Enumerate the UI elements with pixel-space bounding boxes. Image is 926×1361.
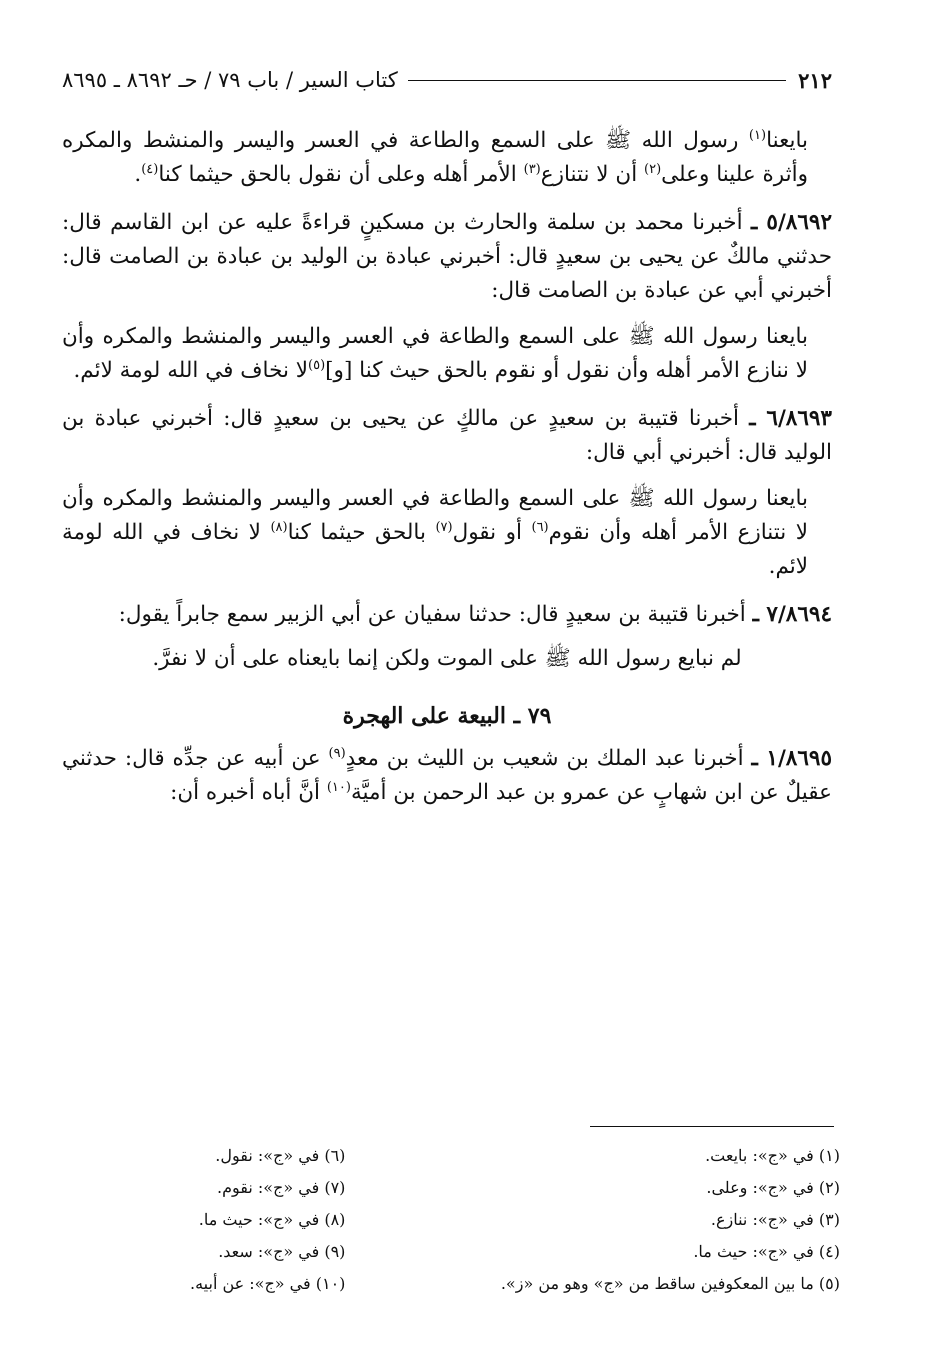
- isnad-text: أخبرنا قتيبة بن سعيدٍ قال: حدثنا سفيان عن أبي الزبير سمع جابراً يقول:: [118, 602, 753, 627]
- hadith-number: ٦/٨٦٩٣ ـ: [749, 406, 832, 431]
- isnad-text: أخبرنا محمد بن سلمة والحارث بن مسكينٍ قراءةً عليه عن ابن القاسم قال: حدثني مالكٌ عن يحيى بن سعيدٍ قال: أخبرني عبادة بن الوليد بن عبادة بن الصامت قال: أخبرني أبي عن عبادة بن الصامت قال:: [62, 210, 832, 303]
- footnote-marker: (٧): [435, 519, 453, 535]
- text-run: بايعنا رسول الله ﷺ على السمع والطاعة في العسر واليسر والمنشط والمكره وأن لا ننازع الأمر أهله وأن نقول أو نقوم بالحق حيث كنا [و]: [62, 324, 808, 383]
- footnotes-left-column: [190, 1140, 345, 1300]
- isnad-paragraph-8694: [62, 598, 832, 632]
- running-header: [62, 60, 832, 100]
- footnote-marker: (٩): [328, 745, 346, 761]
- footnote-marker: (٣): [523, 161, 541, 177]
- footnote-item: (٩) في «ج»: سعد.: [218, 1242, 346, 1261]
- hadith-number: ٧/٨٦٩٤ ـ: [752, 602, 832, 627]
- text-run: بالحق حيثما كنا: [287, 520, 436, 545]
- footnote-item: (٤) في «ج»: حيث ما.: [693, 1242, 840, 1261]
- footnotes: [190, 1140, 840, 1300]
- chapter-heading: ٧٩ ـ البيعة على الهجرة: [342, 702, 552, 729]
- isnad-paragraph-8692: [62, 206, 832, 308]
- footnote-marker: (٢): [644, 161, 662, 177]
- footnote-item: (١) في «ج»: بايعت.: [705, 1146, 840, 1165]
- footnote-marker: (١٠): [326, 779, 351, 795]
- text-run: بايعنا: [766, 128, 808, 153]
- header-rule: [408, 80, 786, 81]
- matn-paragraph-8692: [62, 320, 832, 388]
- text-run: بايعنا رسول الله ﷺ على السمع والطاعة في العسر واليسر والمنشط والمكره وأن لا نتنازع الأمر أهله وأن نقوم: [62, 486, 808, 545]
- matn-paragraph-8693: [62, 482, 832, 584]
- isnad-paragraph-8695: [62, 742, 832, 810]
- hadith-number: ٥/٨٦٩٢ ـ: [751, 210, 832, 235]
- isnad-paragraph-8693: [62, 402, 832, 470]
- text-run: أنَّ أباه أخبره أن:: [170, 779, 327, 805]
- text-run: .: [134, 162, 142, 187]
- text-run: لا نخاف في الله لومة لائم.: [62, 520, 808, 579]
- page-body: [62, 60, 832, 810]
- footnote-item: (٧) في «ج»: نقوم.: [216, 1178, 346, 1197]
- hadith-number: ١/٨٦٩٥ ـ: [751, 745, 832, 771]
- text-run: لا نخاف في الله لومة لائم.: [73, 358, 309, 383]
- footnote-item: (٥) ما بين المعكوفين ساقط من «ج» وهو من «ز».: [500, 1274, 840, 1293]
- footnote-item: (١٠) في «ج»: عن أبيه.: [190, 1274, 346, 1293]
- footnote-marker: (٥): [308, 357, 326, 373]
- footnote-item: (٣) في «ج»: ننازع.: [710, 1210, 840, 1229]
- text-run: أن لا نتنازع: [540, 162, 644, 187]
- footnote-item: (٨) في «ج»: حيث ما.: [198, 1210, 346, 1229]
- footnote-item: (٦) في «ج»: نقول.: [215, 1146, 346, 1165]
- text-run: رسول الله ﷺ على السمع والطاعة في العسر واليسر والمنشط والمكره وأثرة علينا وعلى: [62, 128, 808, 187]
- text-run: الأمر أهله وعلى أن نقول بالحق حيثما كنا: [158, 162, 524, 187]
- text-run: أخبرنا عبد الملك بن شعيب بن الليث بن معدٍ: [345, 745, 752, 771]
- text-run: عن أبيه عن جدِّه قال: حدثني عقيلٌ عن ابن شهابٍ عن عمرو بن عبد الرحمن بن أميَّة: [62, 745, 832, 805]
- footnotes-right-column: [501, 1140, 840, 1300]
- footnote-marker: (٤): [141, 161, 159, 177]
- footnote-marker: (٨): [270, 519, 288, 535]
- footnote-marker: (٦): [531, 519, 549, 535]
- matn-line-8694: لم نبايع رسول الله ﷺ على الموت ولكن إنما بايعناه على أن لا نفرَّ.: [152, 646, 742, 671]
- footnote-marker: (١): [748, 127, 767, 143]
- page-number: ٢١٢: [798, 67, 832, 93]
- footnote-item: (٢) في «ج»: وعلى.: [706, 1178, 840, 1197]
- running-title: كتاب السير / باب ٧٩ / حـ ٨٦٩٢ ـ ٨٦٩٥: [62, 68, 398, 92]
- isnad-text: أخبرنا قتيبة بن سعيدٍ عن مالكٍ عن يحيى بن سعيدٍ قال: أخبرني عبادة بن الوليد قال: أخبرني أبي قال:: [62, 406, 832, 465]
- matn-paragraph: [62, 124, 832, 192]
- text-run: أو نقول: [452, 520, 532, 545]
- footnote-separator: [590, 1126, 834, 1127]
